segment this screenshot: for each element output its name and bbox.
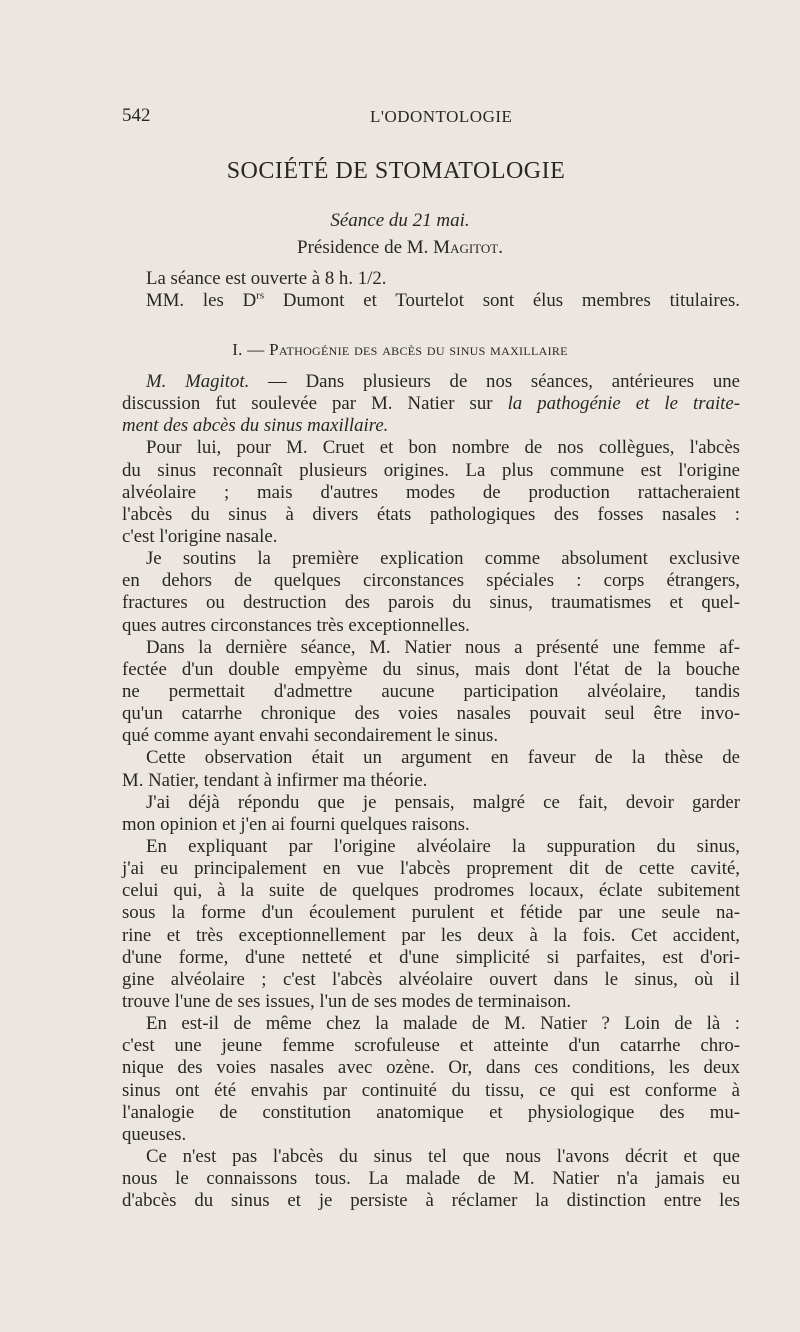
text-line: du sinus reconnaît plusieurs origines. La plus commune est l'origine [122,459,740,481]
text-line: trouve l'une de ses issues, l'un de ses modes de terminaison. [122,990,572,1012]
society-title: SOCIÉTÉ DE STOMATOLOGIE [226,158,566,184]
speaker-name: M. Magitot. [146,371,250,392]
journal-name: L'ODONTOLOGIE [370,107,513,126]
text-line: Pour lui, pour M. Cruet et bon nombre de nos collègues, l'abcès [146,437,740,459]
text-line: nique des voies nasales avec ozène. Or, dans ces conditions, les deux [122,1057,740,1079]
text-line: Dans la dernière séance, M. Natier nous a présenté une femme af- [146,636,740,658]
text-line: Je soutins la première explication comme absolument exclusive [146,548,740,570]
text-line [122,393,740,415]
opening-mm-rest: Dumont et Tourtelot sont élus membres titulaires. [264,290,740,312]
text-line: c'est une jeune femme scrofuleuse et atteinte d'un catarrhe chro- [122,1035,740,1057]
italic-title: ment des abcès du sinus maxillaire. [122,415,389,437]
text-line: c'est l'origine nasale. [122,525,278,547]
text-line: ques autres circonstances très exceptionnelles. [122,614,470,636]
text-line: queuses. [122,1123,187,1145]
main-text [122,371,740,1212]
opening-line-1: La séance est ouverte à 8 h. 1/2. [146,268,387,289]
text-line: fractures ou destruction des parois du sinus, traumatismes et quel- [122,592,740,614]
italic-title: la pathogénie et le traite- [507,393,740,415]
opening-doctors-superscript: rs [256,289,265,302]
text-line: En expliquant par l'origine alvéolaire la suppuration du sinus, [146,835,740,857]
opening-line-2 [122,290,740,312]
text-line: en dehors de quelques circonstances spéciales : corps étrangers, [122,570,740,592]
presidency-prefix: Présidence de M. [297,237,434,258]
text-line: Cette observation était un argument en faveur de la thèse de [146,747,740,769]
text-line: J'ai déjà répondu que je pensais, malgré ce fait, devoir garder [146,791,740,813]
text-span: discussion fut soulevée par M. Natier sur [122,393,508,415]
text-line: Ce n'est pas l'abcès du sinus tel que nous l'avons décrit et que [146,1145,740,1167]
text-line: qué comme ayant envahi secondairement le sinus. [122,725,499,747]
text-line: l'abcès du sinus à divers états pathologiques des fosses nasales : [122,503,740,525]
text-line: celui qui, à la suite de quelques prodromes locaux, éclate subitement [122,880,740,902]
text-line: gine alvéolaire ; c'est l'abcès alvéolaire ouvert dans le sinus, où il [122,968,740,990]
text-line: fectée d'un double empyème du sinus, mais dont l'état de la bouche [122,658,740,680]
text-line: ne permettait d'admettre aucune participation alvéolaire, tandis [122,680,740,702]
text-line: sous la forme d'un écoulement purulent et fétide par une seule na- [122,902,740,924]
president-name: Magitot. [433,237,503,258]
page-number: 542 [122,105,151,126]
presidency-line [0,237,800,259]
section-heading: I. — Pathogénie des abcès du sinus maxillaire [232,340,568,359]
text-line: mon opinion et j'en ai fourni quelques raisons. [122,813,470,835]
text-line: l'analogie de constitution anatomique et physiologique des mu- [122,1101,740,1123]
text-line: j'ai eu principalement en vue l'abcès proprement dit de cette cavité, [122,858,740,880]
text-line: d'une forme, d'une netteté et d'une simplicité si parfaites, est d'ori- [122,946,740,968]
text-line [122,371,740,393]
text-line: sinus ont été envahis par continuité du tissu, ce qui est conforme à [122,1079,740,1101]
text-line: qu'un catarrhe chronique des voies nasales pouvait seul être invo- [122,703,740,725]
text-line: nous le connaissons tous. La malade de M. Natier n'a jamais eu [122,1168,740,1190]
running-head [122,105,742,133]
text-line [122,415,740,437]
opening-mm-prefix: MM. les D [146,290,257,312]
opening-block [122,268,740,312]
text-line: alvéolaire ; mais d'autres modes de production rattacheraient [122,481,740,503]
text-line: d'abcès du sinus et je persiste à réclamer la distinction entre les [122,1190,740,1212]
session-date: Séance du 21 mai. [330,210,470,231]
text-line: rine et très exceptionnellement par les deux à la fois. Cet accident, [122,924,740,946]
text-line: En est-il de même chez la malade de M. Natier ? Loin de là : [146,1013,740,1035]
text-span: — Dans plusieurs de nos séances, antérieures une [249,371,740,392]
text-line: M. Natier, tendant à infirmer ma théorie. [122,769,428,791]
